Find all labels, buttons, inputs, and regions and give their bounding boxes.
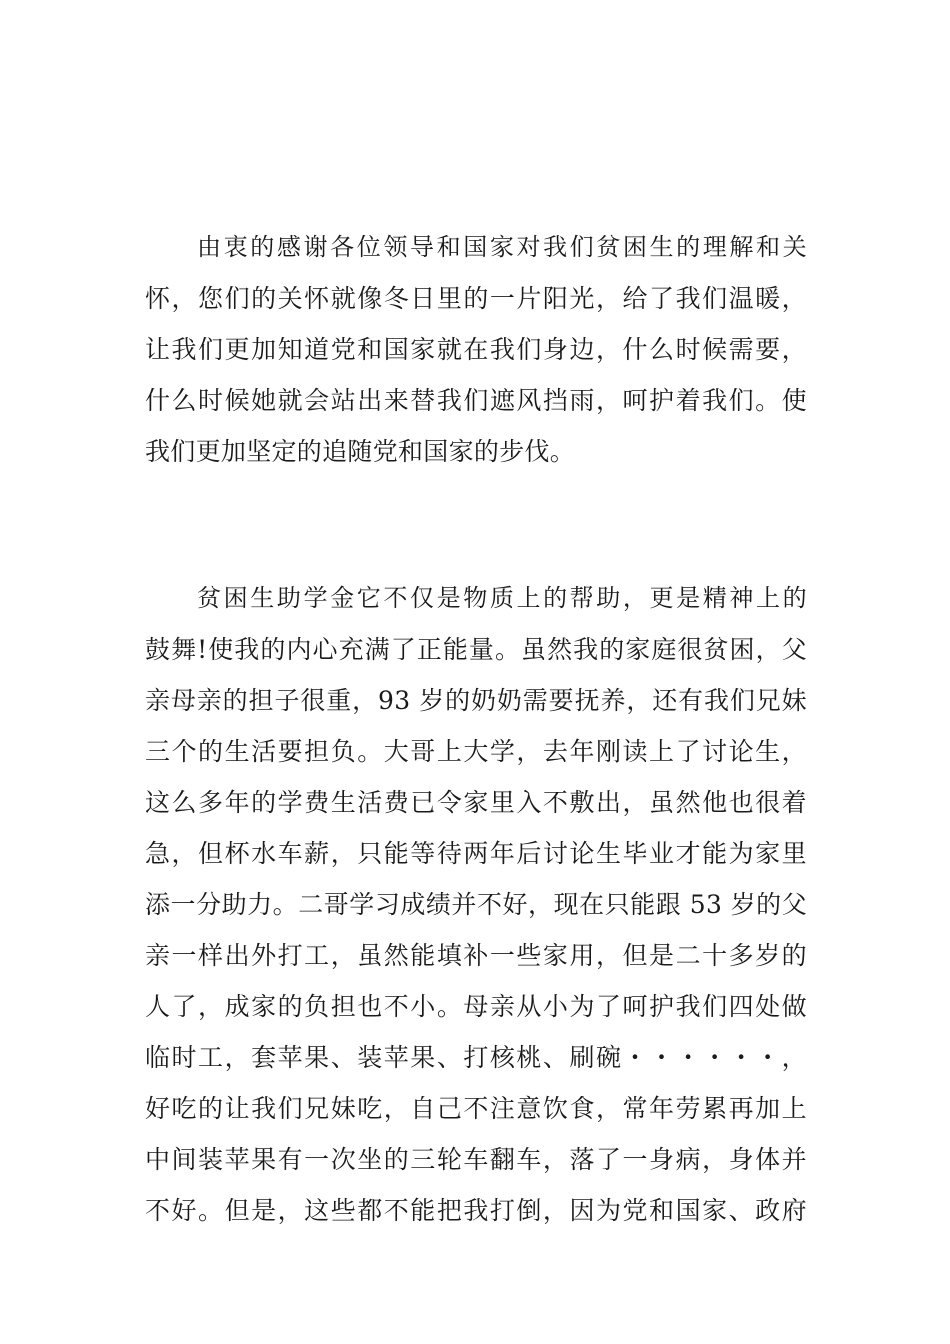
paragraph-line: 由衷的感谢各位领导和国家对我们贫困生的理解和关 xyxy=(197,233,807,261)
paragraph-line: 好吃的让我们兄妹吃，自己不注意饮食，常年劳累再加上 xyxy=(145,1094,807,1123)
paragraph-line: 人了，成家的负担也不小。母亲从小为了呵护我们四处做 xyxy=(145,992,807,1021)
paragraph-line: 添一分助力。二哥学习成绩并不好，现在只能跟 53 岁的父 xyxy=(145,890,807,919)
paragraph-line: 这么多年的学费生活费已令家里入不敷出，虽然他也很着 xyxy=(145,788,807,817)
paragraph-family-situation xyxy=(145,573,807,1236)
paragraph-line: 急，但杯水车薪，只能等待两年后讨论生毕业才能为家里 xyxy=(145,839,807,868)
paragraph-line: 临时工，套苹果、装苹果、打核桃、刷碗・・・・・・， xyxy=(145,1043,807,1072)
paragraph-line: 三个的生活要担负。大哥上大学，去年刚读上了讨论生， xyxy=(145,737,807,766)
paragraph-line: 中间装苹果有一次坐的三轮车翻车，落了一身病，身体并 xyxy=(145,1145,807,1174)
paragraph-line: 贫困生助学金它不仅是物质上的帮助，更是精神上的 xyxy=(197,584,807,612)
paragraph-gratitude xyxy=(145,222,807,477)
paragraph-line: 亲母亲的担子很重，93 岁的奶奶需要抚养，还有我们兄妹 xyxy=(145,686,807,715)
paragraph-line: 鼓舞!使我的内心充满了正能量。虽然我的家庭很贫困，父 xyxy=(145,635,807,664)
paragraph-line: 什么时候她就会站出来替我们遮风挡雨，呵护着我们。使 xyxy=(145,386,807,415)
paragraph-line: 亲一样出外打工，虽然能填补一些家用，但是二十多岁的 xyxy=(145,941,807,970)
paragraph-line: 怀，您们的关怀就像冬日里的一片阳光，给了我们温暖， xyxy=(145,284,807,313)
paragraph-line: 不好。但是，这些都不能把我打倒，因为党和国家、政府 xyxy=(145,1196,807,1225)
paragraph-line: 我们更加坚定的追随党和国家的步伐。 xyxy=(145,437,576,466)
paragraph-line: 让我们更加知道党和国家就在我们身边，什么时候需要， xyxy=(145,335,807,364)
